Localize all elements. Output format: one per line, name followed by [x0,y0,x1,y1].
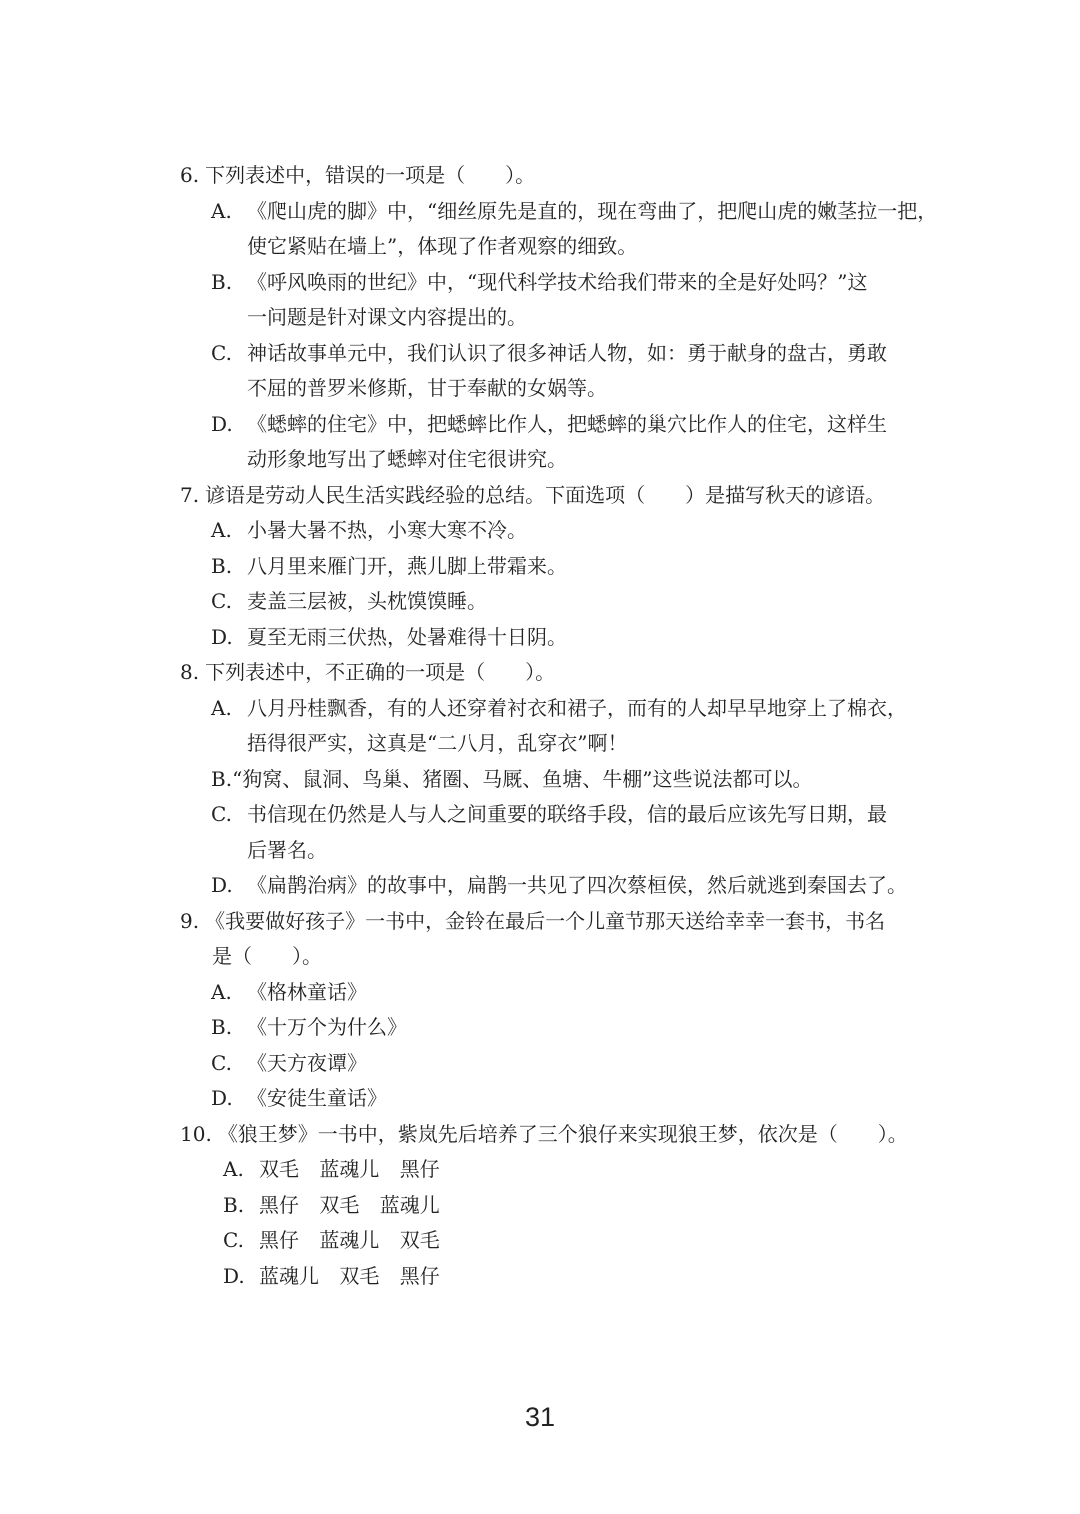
option-letter: B. [211,269,233,294]
option-text: 八月里来雁门开，燕儿脚上带霜来。 [247,553,567,578]
option-a [180,975,950,1011]
question-stem [180,655,950,691]
option-text: 《格林童话》 [247,979,367,1004]
option-letter: C. [211,340,232,365]
option-a [180,1152,950,1188]
option-text: 黑仔 蓝魂儿 双毛 [259,1228,440,1252]
option-d [180,620,950,656]
option-text-continued: 后署名。 [247,837,327,862]
question-6 [180,158,950,478]
question-number: 8. [180,660,200,684]
question-stem-line: 谚语是劳动人民生活实践经验的总结。下面选项（ ）是描写秋天的谚语。 [205,482,886,507]
option-letter: B. [211,553,233,578]
option-d [180,1081,950,1117]
option-text: 双毛 蓝魂儿 黑仔 [259,1157,440,1181]
option-text: 《安徒生童话》 [247,1086,387,1110]
option-b [180,1010,950,1046]
question-number: 10. [180,1121,212,1146]
option-text-continued: 动形象地写出了蟋蟀对住宅很讲究。 [247,447,567,471]
option-text: 书信现在仍然是人与人之间重要的联络手段，信的最后应该先写日期，最 [247,802,887,826]
option-text: “狗窝、鼠洞、鸟巢、猪圈、马厩、鱼塘、牛棚”这些说法都可以。 [232,766,813,791]
option-letter: B. [223,1192,245,1217]
option-letter: C. [211,1050,232,1075]
question-stem-line: 下列表述中，不正确的一项是（ ）。 [205,660,556,684]
option-text: 《天方夜谭》 [247,1050,367,1075]
option-text: 《扁鹊治病》的故事中，扁鹊一共见了四次蔡桓侯，然后就逃到秦国去了。 [247,873,907,897]
option-text: 小暑大暑不热，小寒大寒不冷。 [247,518,527,542]
question-10 [180,1117,950,1295]
option-letter: D. [211,873,233,897]
question-stem [180,478,950,514]
question-stem-line: 是（ ）。 [212,944,322,968]
option-letter: D. [211,1086,233,1110]
option-letter: A. [211,518,232,542]
option-a [180,513,950,549]
question-stem-line: 《狼王梦》一书中，紫岚先后培养了三个狼仔来实现狼王梦，依次是（ ）。 [217,1121,908,1146]
option-letter: D. [223,1263,245,1288]
option-b [180,762,950,798]
option-letter: A. [223,1157,244,1181]
option-text-continued: 捂得很严实，这真是“二八月，乱穿衣”啊！ [247,731,628,755]
option-letter: A. [211,979,232,1004]
option-letter: C. [223,1228,244,1252]
option-text: 《蟋蟀的住宅》中，把蟋蟀比作人，把蟋蟀的巢穴比作人的住宅，这样生 [247,411,887,436]
question-stem [180,1117,950,1153]
question-list [180,158,950,1294]
question-7 [180,478,950,656]
question-stem-line: 下列表述中，错误的一项是（ ）。 [205,163,536,187]
option-text: 麦盖三层被，头枕馍馍睡。 [247,589,487,613]
option-text-continued: 一问题是针对课文内容提出的。 [247,305,527,329]
option-d [180,868,950,904]
question-number: 7. [180,482,200,507]
option-b [180,265,950,336]
option-b [180,549,950,585]
option-text-continued: 不屈的普罗米修斯，甘于奉献的女娲等。 [247,376,607,400]
option-text: 《爬山虎的脚》中，“细丝原先是直的，现在弯曲了，把爬山虎的嫩茎拉一把， [247,198,938,223]
option-c [180,336,950,407]
question-number: 6. [180,163,200,187]
question-stem-line: 《我要做好孩子》一书中，金铃在最后一个儿童节那天送给幸幸一套书，书名 [205,908,886,933]
question-9 [180,904,950,1117]
option-letter: D. [211,411,233,436]
question-number: 9. [180,908,200,933]
page-number: 31 [524,1402,556,1432]
option-text: 蓝魂儿 双毛 黑仔 [259,1263,440,1288]
option-text: 夏至无雨三伏热，处暑难得十日阴。 [247,624,567,649]
option-text-continued: 使它紧贴在墙上”，体现了作者观察的细致。 [247,234,638,258]
option-c [180,584,950,620]
option-letter: C. [211,589,232,613]
option-a [180,691,950,762]
option-text: 黑仔 双毛 蓝魂儿 [259,1192,440,1217]
option-text: 八月丹桂飘香，有的人还穿着衬衣和裙子，而有的人却早早地穿上了棉衣， [247,695,907,720]
option-text: 《呼风唤雨的世纪》中，“现代科学技术给我们带来的全是好处吗？”这 [247,269,868,294]
question-8 [180,655,950,904]
option-c [180,1046,950,1082]
option-letter: B. [211,766,233,791]
question-stem-continued [180,939,950,975]
option-d [180,1259,950,1295]
option-c [180,797,950,868]
option-a [180,194,950,265]
option-c [180,1223,950,1259]
option-letter: B. [211,1015,233,1039]
option-letter: C. [211,802,232,826]
question-stem [180,904,950,940]
option-b [180,1188,950,1224]
option-text: 《十万个为什么》 [247,1015,407,1039]
option-text: 神话故事单元中，我们认识了很多神话人物，如：勇于献身的盘古，勇敢 [247,340,887,365]
question-stem [180,158,950,194]
option-letter: A. [211,198,232,223]
option-letter: D. [211,624,233,649]
option-letter: A. [211,695,232,720]
option-d [180,407,950,478]
